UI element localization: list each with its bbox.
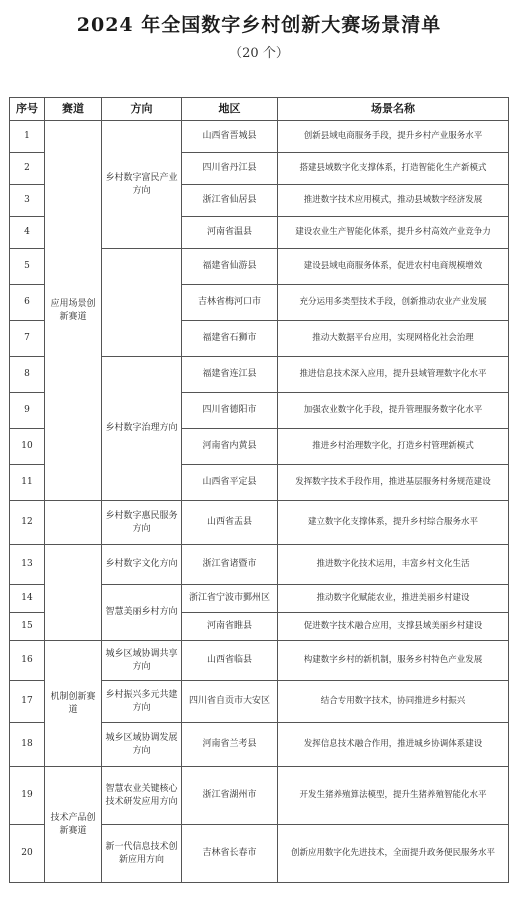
scene-cell: 建设农业生产智能化体系，提升乡村高效产业竞争力 bbox=[278, 217, 509, 249]
scene-cell: 创新县域电商服务手段，提升乡村产业服务水平 bbox=[278, 121, 509, 153]
table-row bbox=[10, 121, 509, 153]
region-cell: 浙江省宁波市鄞州区 bbox=[182, 585, 278, 613]
row-number: 4 bbox=[10, 217, 45, 249]
row-number: 3 bbox=[10, 185, 45, 217]
region-cell: 山西省盂县 bbox=[182, 501, 278, 545]
direction-cell: 新一代信息技术创新应用方向 bbox=[102, 825, 182, 883]
row-number: 8 bbox=[10, 357, 45, 393]
row-number: 17 bbox=[10, 681, 45, 723]
region-cell: 福建省连江县 bbox=[182, 357, 278, 393]
track-cell bbox=[45, 545, 102, 641]
region-cell: 福建省仙游县 bbox=[182, 249, 278, 285]
row-number: 12 bbox=[10, 501, 45, 545]
region-cell: 山西省临县 bbox=[182, 641, 278, 681]
direction-cell: 智慧农业关键核心技术研发应用方向 bbox=[102, 767, 182, 825]
scene-cell: 充分运用多类型技术手段，创新推动农业产业发展 bbox=[278, 285, 509, 321]
scene-cell: 搭建县域数字化支撑体系，打造智能化生产新模式 bbox=[278, 153, 509, 185]
region-cell: 河南省温县 bbox=[182, 217, 278, 249]
row-number: 6 bbox=[10, 285, 45, 321]
row-number: 13 bbox=[10, 545, 45, 585]
row-number: 10 bbox=[10, 429, 45, 465]
scene-cell: 建立数字化支撑体系，提升乡村综合服务水平 bbox=[278, 501, 509, 545]
page-title: 2024 年全国数字乡村创新大赛场景清单 bbox=[76, 14, 442, 36]
scene-cell: 推进乡村治理数字化，打造乡村管理新模式 bbox=[278, 429, 509, 465]
region-cell: 吉林省长春市 bbox=[182, 825, 278, 883]
col-header-scene: 场景名称 bbox=[278, 98, 509, 121]
direction-cell: 城乡区域协调共享方向 bbox=[102, 641, 182, 681]
scene-cell: 推进数字化技术运用，丰富乡村文化生活 bbox=[278, 545, 509, 585]
scene-cell: 加强农业数字化手段，提升管理服务数字化水平 bbox=[278, 393, 509, 429]
scene-cell: 推动大数据平台应用，实现网格化社会治理 bbox=[278, 321, 509, 357]
col-header-direction: 方向 bbox=[102, 98, 182, 121]
scene-cell: 推动数字化赋能农业，推进美丽乡村建设 bbox=[278, 585, 509, 613]
direction-cell: 乡村数字文化方向 bbox=[102, 545, 182, 585]
direction-cell: 乡村振兴多元共建方向 bbox=[102, 681, 182, 723]
row-number: 7 bbox=[10, 321, 45, 357]
scene-cell: 构建数字乡村的新机制，服务乡村特色产业发展 bbox=[278, 641, 509, 681]
col-header-region: 地区 bbox=[182, 98, 278, 121]
direction-cell: 智慧美丽乡村方向 bbox=[102, 585, 182, 641]
track-cell: 机制创新赛道 bbox=[45, 641, 102, 767]
region-cell: 四川省德阳市 bbox=[182, 393, 278, 429]
scene-cell: 促进数字技术融合应用，支撑县域美丽乡村建设 bbox=[278, 613, 509, 641]
region-cell: 浙江省湖州市 bbox=[182, 767, 278, 825]
col-header-track: 赛道 bbox=[45, 98, 102, 121]
row-number: 9 bbox=[10, 393, 45, 429]
region-cell: 河南省内黄县 bbox=[182, 429, 278, 465]
scene-cell: 结合专用数字技术，协同推进乡村振兴 bbox=[278, 681, 509, 723]
region-cell: 河南省兰考县 bbox=[182, 723, 278, 767]
track-cell: 应用场景创新赛道 bbox=[45, 121, 102, 501]
table-row bbox=[10, 501, 509, 545]
row-number: 5 bbox=[10, 249, 45, 285]
table-row bbox=[10, 545, 509, 585]
scene-cell: 发挥数字技术手段作用，推进基层服务村务规范建设 bbox=[278, 465, 509, 501]
region-cell: 福建省石狮市 bbox=[182, 321, 278, 357]
direction-cell: 乡村数字惠民服务方向 bbox=[102, 501, 182, 545]
track-cell: 技术产品创新赛道 bbox=[45, 767, 102, 883]
region-cell: 山西省平定县 bbox=[182, 465, 278, 501]
row-number: 18 bbox=[10, 723, 45, 767]
row-number: 15 bbox=[10, 613, 45, 641]
direction-cell: 乡村数字富民产业方向 bbox=[102, 121, 182, 249]
region-cell: 浙江省诸暨市 bbox=[182, 545, 278, 585]
table-row bbox=[10, 767, 509, 825]
row-number: 19 bbox=[10, 767, 45, 825]
scene-cell: 创新应用数字化先进技术，全面提升政务便民服务水平 bbox=[278, 825, 509, 883]
region-cell: 吉林省梅河口市 bbox=[182, 285, 278, 321]
scene-cell: 推进数字技术应用模式，推动县域数字经济发展 bbox=[278, 185, 509, 217]
row-number: 14 bbox=[10, 585, 45, 613]
region-cell: 浙江省仙居县 bbox=[182, 185, 278, 217]
region-cell: 山西省晋城县 bbox=[182, 121, 278, 153]
table-header-row bbox=[10, 98, 509, 121]
scene-cell: 发挥信息技术融合作用，推进城乡协调体系建设 bbox=[278, 723, 509, 767]
scene-cell: 建设县域电商服务体系，促进农村电商规模增效 bbox=[278, 249, 509, 285]
row-number: 2 bbox=[10, 153, 45, 185]
row-number: 1 bbox=[10, 121, 45, 153]
region-cell: 河南省睢县 bbox=[182, 613, 278, 641]
direction-cell: 城乡区域协调发展方向 bbox=[102, 723, 182, 767]
track-cell bbox=[45, 501, 102, 545]
row-number: 11 bbox=[10, 465, 45, 501]
region-cell: 四川省丹江县 bbox=[182, 153, 278, 185]
direction-cell: 乡村数字治理方向 bbox=[102, 357, 182, 501]
table-row bbox=[10, 641, 509, 681]
direction-cell bbox=[102, 249, 182, 357]
page-subtitle: （20 个） bbox=[229, 46, 289, 61]
region-cell: 四川省自贡市大安区 bbox=[182, 681, 278, 723]
scene-table bbox=[9, 97, 509, 883]
row-number: 16 bbox=[10, 641, 45, 681]
scene-cell: 开发生猪养殖算法模型，提升生猪养殖智能化水平 bbox=[278, 767, 509, 825]
row-number: 20 bbox=[10, 825, 45, 883]
col-header-no: 序号 bbox=[10, 98, 45, 121]
scene-cell: 推进信息技术深入应用，提升县域管理数字化水平 bbox=[278, 357, 509, 393]
